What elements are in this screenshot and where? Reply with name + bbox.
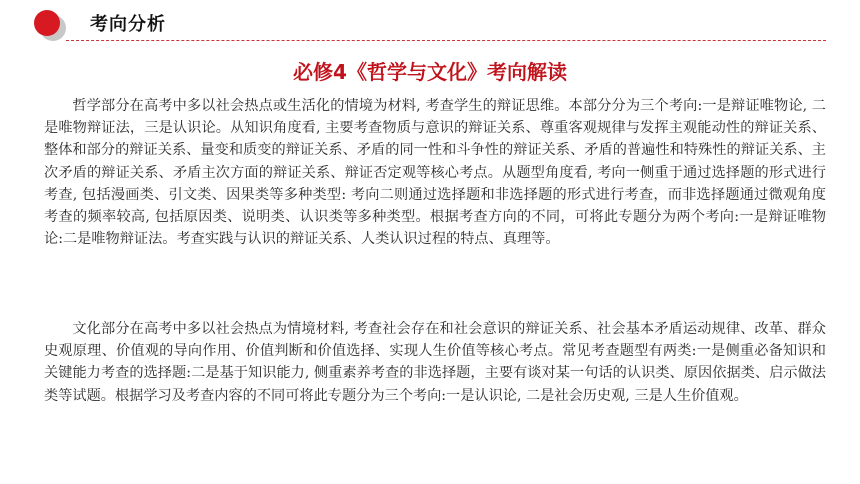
header-divider [66,40,826,41]
philosophy-paragraph: 哲学部分在高考中多以社会热点或生活化的情境为材料, 考查学生的辩证思维。本部分分为三个考向:一是辩证唯物论, 二是唯物辩证法，三是认识论。从知识角度看, 主要考查物质与意识的辩证关系、尊重客观规律与发挥主观能动性的辩证关系、整体和部分的辩证关系、量变和质变的辩证关系、矛盾的同一性和斗争性的辩证关系、矛盾的普遍性和特殊性的辩证关系、主次矛盾的辩证关系、矛盾主次方面的辩证关系、辩证否定观等核心考点。从题型角度看, 考向一侧重于通过选择题的形式进行考查, 包括漫画类、引文类、因果类等多种类型: 考向二则通过选择题和非选择题的形式进行考查，而非选择题通过微观角度考查的频率较高, 包括原因类、说明类、认识类等多种类型。根据考查方向的不同，可将此专题分为两个考向:一是辩证唯物论:二是唯物辩证法。考查实践与认识的辩证关系、人类认识过程的特点、真理等。 [44,98,826,248]
culture-paragraph: 文化部分在高考中多以社会热点为情境材料, 考查社会存在和社会意识的辩证关系、社会基本矛盾运动规律、改革、群众史观原理、价值观的导向作用、价值判断和价值选择、实现人生价值等核心考点。常见考查题型有两类:一是侧重必备知识和关键能力考查的选择题:二是基于知识能力, 侧重素养考查的非选择题，主要有谈对某一句话的认识类、原因依据类、启示做法类等试题。根据学习及考查内容的不同可将此专题分为三个考向:一是认识论, 二是社会历史观, 三是人生价值观。 [44,321,826,404]
page-heading: 必修4《哲学与文化》考向解读 [293,60,567,84]
section-title: 考向分析 [90,14,166,35]
header-red-circle-icon [34,10,60,36]
